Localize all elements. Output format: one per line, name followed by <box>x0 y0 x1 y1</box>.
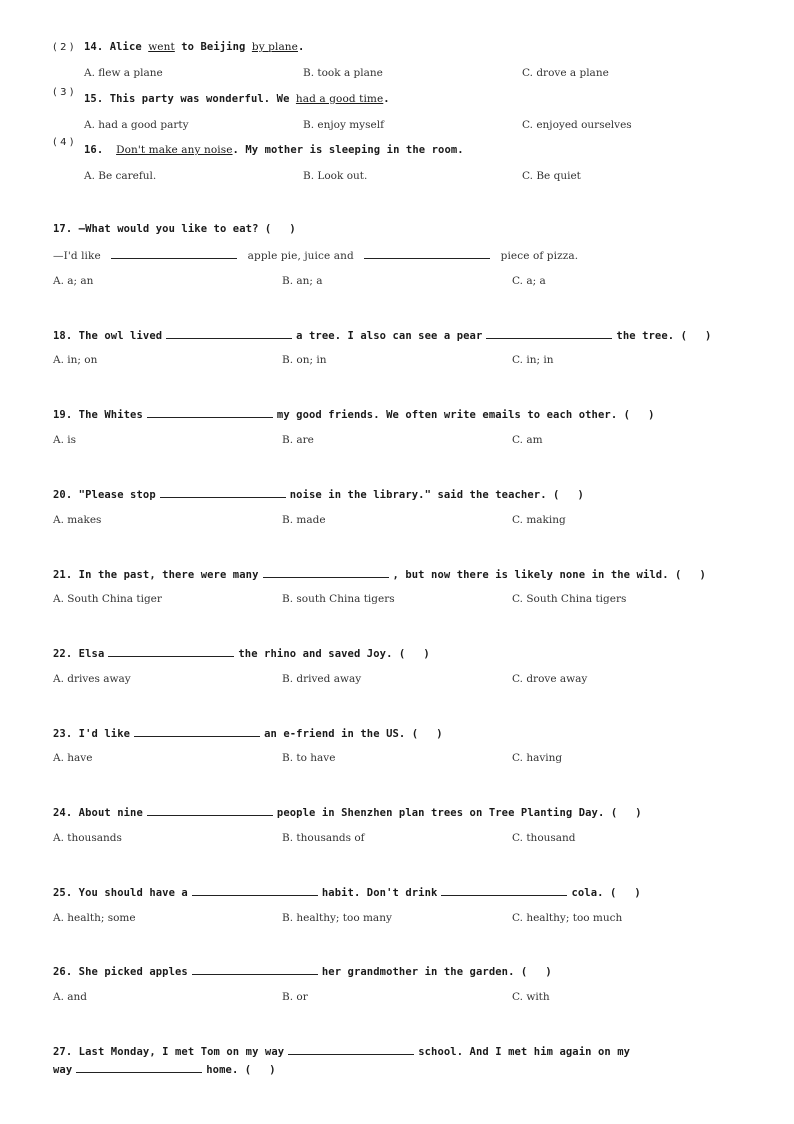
underlined-phrase: had a good time <box>295 93 384 105</box>
option-c[interactable]: C. in; in <box>512 354 554 366</box>
answer-blank[interactable] <box>134 727 260 737</box>
option-c[interactable]: C. with <box>512 991 550 1003</box>
option-b[interactable]: B. on; in <box>282 354 327 366</box>
question-18: 18. The owl lived a tree. I also can see a pear the tree. ( ) <box>53 330 712 342</box>
answer-blank[interactable] <box>288 1045 414 1055</box>
answer-blank[interactable] <box>108 647 234 657</box>
option-a[interactable]: A. had a good party <box>84 119 189 131</box>
answer-blank[interactable] <box>192 886 318 896</box>
question-23: 23. I'd like an e-friend in the US. ( ) <box>53 728 443 740</box>
option-a[interactable]: A. South China tiger <box>53 593 162 605</box>
option-a[interactable]: A. health; some <box>53 912 136 924</box>
option-b[interactable]: B. south China tigers <box>282 593 395 605</box>
option-a[interactable]: A. makes <box>53 514 102 526</box>
option-b[interactable]: B. drived away <box>282 673 362 685</box>
option-c[interactable]: C. am <box>512 434 543 446</box>
option-a[interactable]: A. is <box>53 434 77 446</box>
question-20: 20. "Please stop noise in the library." said the teacher. ( ) <box>53 489 584 501</box>
option-c[interactable]: C. making <box>512 514 566 526</box>
answer-blank[interactable] <box>147 408 273 418</box>
answer-blank[interactable] <box>364 249 490 259</box>
answer-blank[interactable] <box>111 249 237 259</box>
question-17: 17. —What would you like to eat? ( ) <box>53 223 296 235</box>
option-c[interactable]: C. enjoyed ourselves <box>522 119 632 131</box>
option-c[interactable]: C. healthy; too much <box>512 912 623 924</box>
answer-blank[interactable] <box>192 965 318 975</box>
option-a[interactable]: A. in; on <box>53 354 98 366</box>
option-a[interactable]: A. thousands <box>53 832 122 844</box>
option-a[interactable]: A. have <box>53 752 93 764</box>
question-14: 14. Alice went to Beijing by plane. <box>84 41 305 53</box>
underlined-phrase: by plane <box>251 41 298 53</box>
option-a[interactable]: A. drives away <box>53 673 131 685</box>
option-b[interactable]: B. healthy; too many <box>282 912 392 924</box>
answer-blank[interactable] <box>147 806 273 816</box>
answer-blank[interactable] <box>263 568 389 578</box>
option-b[interactable]: B. took a plane <box>303 67 383 79</box>
answer-blank[interactable] <box>486 329 612 339</box>
answer-blank[interactable] <box>166 329 292 339</box>
option-a[interactable]: A. Be careful. <box>84 170 157 182</box>
underlined-phrase: went <box>148 41 175 53</box>
question-number-label: ( 3 ) <box>53 87 74 98</box>
question-24: 24. About nine people in Shenzhen plan trees on Tree Planting Day. ( ) <box>53 807 642 819</box>
answer-blank[interactable] <box>441 886 567 896</box>
option-c[interactable]: C. Be quiet <box>522 170 581 182</box>
option-b[interactable]: B. enjoy myself <box>303 119 384 131</box>
option-c[interactable]: C. a; a <box>512 275 546 287</box>
question-26: 26. She picked apples her grandmother in the garden. ( ) <box>53 966 552 978</box>
question-19: 19. The Whites my good friends. We often write emails to each other. ( ) <box>53 409 655 421</box>
question-27: 27. Last Monday, I met Tom on my way school. And I met him again on my <box>53 1046 631 1058</box>
question-15: 15. This party was wonderful. We had a good time. <box>84 93 390 105</box>
option-a[interactable]: A. a; an <box>53 275 94 287</box>
question-16: 16. Don't make any noise. My mother is sleeping in the room. <box>84 144 464 156</box>
option-b[interactable]: B. to have <box>282 752 336 764</box>
question-21: 21. In the past, there were many , but now there is likely none in the wild. ( ) <box>53 569 706 581</box>
question-27-line-2: way home. ( ) <box>53 1064 276 1076</box>
question-number-label: ( 2 ) <box>53 42 74 53</box>
option-b[interactable]: B. thousands of <box>282 832 365 844</box>
answer-blank[interactable] <box>160 488 286 498</box>
option-c[interactable]: C. thousand <box>512 832 576 844</box>
option-c[interactable]: C. drove a plane <box>522 67 609 79</box>
option-c[interactable]: C. having <box>512 752 563 764</box>
option-b[interactable]: B. are <box>282 434 314 446</box>
option-b[interactable]: B. or <box>282 991 308 1003</box>
option-a[interactable]: A. and <box>53 991 88 1003</box>
option-a[interactable]: A. flew a plane <box>84 67 163 79</box>
question-22: 22. Elsa the rhino and saved Joy. ( ) <box>53 648 430 660</box>
option-b[interactable]: B. an; a <box>282 275 323 287</box>
question-number-label: ( 4 ) <box>53 137 74 148</box>
question-25: 25. You should have a habit. Don't drink cola. ( ) <box>53 887 641 899</box>
question-17-line-2: —I'd like apple pie, juice and piece of pizza. <box>53 250 579 262</box>
option-c[interactable]: C. drove away <box>512 673 588 685</box>
underlined-phrase: Don't make any noise <box>116 144 233 156</box>
answer-blank[interactable] <box>76 1063 202 1073</box>
option-c[interactable]: C. South China tigers <box>512 593 627 605</box>
option-b[interactable]: B. Look out. <box>303 170 368 182</box>
option-b[interactable]: B. made <box>282 514 326 526</box>
